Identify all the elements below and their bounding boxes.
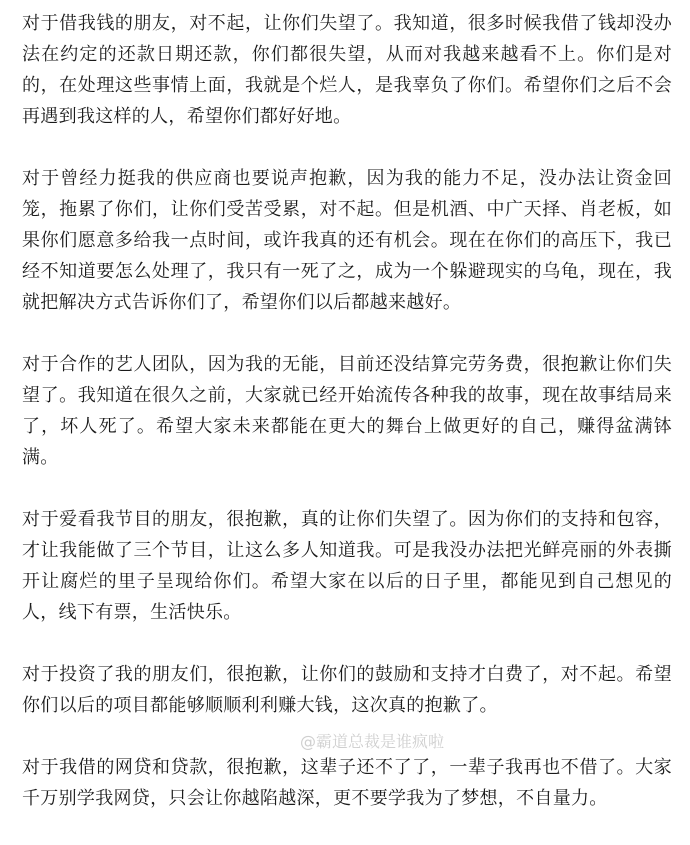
paragraph-loans: 对于我借的网贷和贷款，很抱歉，这辈子还不了了，一辈子我再也不借了。大家千万别学我网贷，只会让你越陷越深，更不要学我为了梦想，不自量力。 [22,757,672,809]
watermark-text: @霸道总裁是谁疯啦 [300,732,445,751]
letter-body [22,8,672,845]
paragraph-investors: 对于投资了我的朋友们，很抱歉，让你们的鼓励和支持才白费了，对不起。希望你们以后的项目都能够顺顺利利赚大钱，这次真的抱歉了。 [22,664,672,716]
paragraph-lenders: 对于借我钱的朋友，对不起，让你们失望了。我知道，很多时候我借了钱却没办法在约定的还款日期还款，你们都很失望，从而对我越来越看不上。你们是对的，在处理这些事情上面，我就是个烂人，是我辜负了你们。希望你们之后不会再遇到我这样的人，希望你们都好好地。 [22,13,672,127]
paragraph-viewers: 对于爱看我节目的朋友，很抱歉，真的让你们失望了。因为你们的支持和包容，才让我能做了三个节目，让这么多人知道我。可是我没办法把光鲜亮丽的外表撕开让腐烂的里子呈现给你们。希望大家在以后的日子里，都能见到自己想见的人，线下有票，生活快乐。 [22,509,672,623]
paragraph-suppliers: 对于曾经力挺我的供应商也要说声抱歉，因为我的能力不足，没办法让资金回笼，拖累了你们，让你们受苦受累，对不起。但是机酒、中广天择、肖老板，如果你们愿意多给我一点时间，或许我真的还有机会。现在在你们的高压下，我已经不知道要怎么处理了，我只有一死了之，成为一个躲避现实的乌龟，现在，我就把解决方式告诉你们了，希望你们以后都越来越好。 [22,168,672,313]
paragraph-artists: 对于合作的艺人团队，因为我的无能，目前还没结算完劳务费，很抱歉让你们失望了。我知道在很久之前，大家就已经开始流传各种我的故事，现在故事结局来了，坏人死了。希望大家未来都能在更大的舞台上做更好的自己，赚得盆满钵满。 [22,354,672,468]
